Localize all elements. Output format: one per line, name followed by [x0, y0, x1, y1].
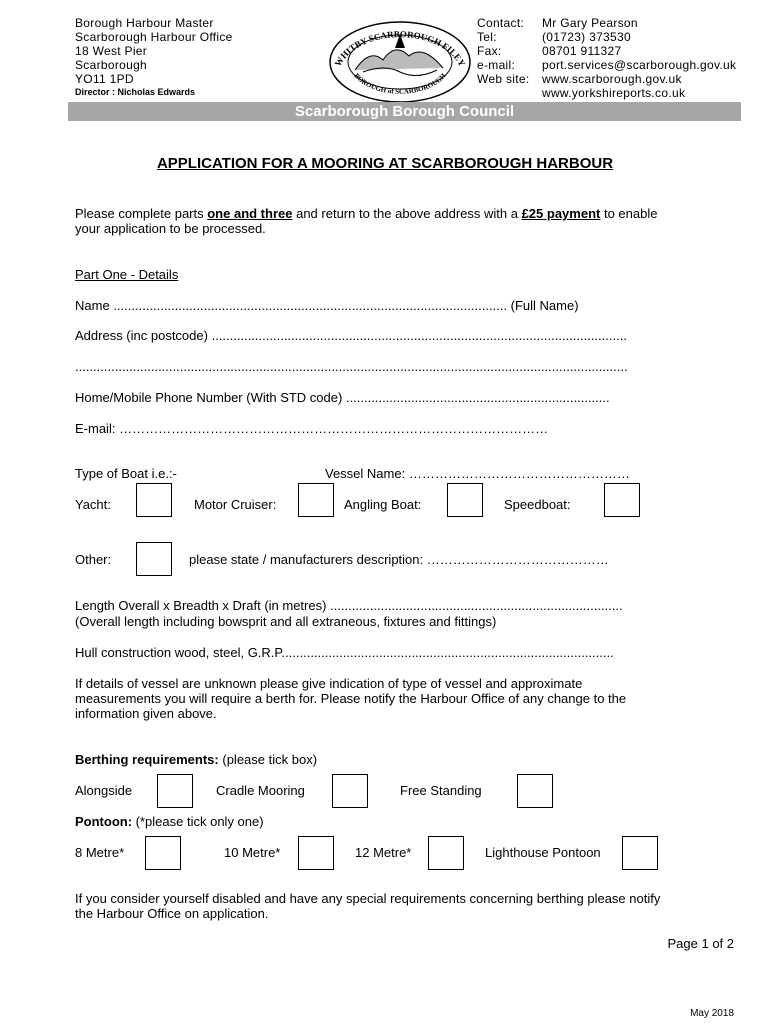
checkbox-pontoon-lighthouse[interactable]	[622, 836, 658, 870]
contact-label: Contact:	[477, 16, 525, 30]
berthing-heading: Berthing requirements:	[75, 752, 219, 767]
intro-text: and return to the above address with a	[292, 206, 522, 221]
vessel-name-label: Vessel Name:	[325, 466, 406, 481]
unknown-details-paragraph	[75, 676, 745, 721]
name-label: Name	[75, 298, 110, 313]
part-one-heading: Part One - Details	[75, 267, 179, 282]
hull-row	[75, 645, 614, 660]
disabled-paragraph	[75, 891, 745, 921]
document-title: APPLICATION FOR A MOORING AT SCARBOROUGH HARBOUR	[156, 155, 614, 172]
option-label-speedboat: Speedboat:	[504, 497, 571, 512]
berthing-label-alongside: Alongside	[75, 783, 133, 798]
option-label-motor-cruiser: Motor Cruiser:	[194, 497, 277, 512]
address-line: 18 West Pier	[75, 44, 148, 58]
checkbox-yacht[interactable]	[136, 483, 172, 517]
logo-text-top: WHITBY SCARBOROUGH FILEY	[332, 29, 468, 69]
option-label-yacht: Yacht:	[75, 497, 111, 512]
paragraph-line: measurements you will require a berth for. Please notify the Harbour Office of any change to the	[75, 691, 627, 706]
paragraph-line: information given above.	[75, 706, 217, 721]
phone-field[interactable]: .........................................................................	[345, 390, 610, 405]
pontoon-label-lighthouse: Lighthouse Pontoon	[485, 845, 601, 860]
checkbox-free-standing[interactable]	[517, 774, 553, 808]
paragraph-line: If you consider yourself disabled and have any special requirements concerning berthing please notify	[75, 891, 661, 906]
dimensions-label: Length Overall x Breadth x Draft (in metres)	[75, 598, 327, 613]
council-logo	[325, 12, 475, 102]
contact-website-2[interactable]: www.yorkshireports.co.uk	[542, 86, 686, 100]
phone-label: Home/Mobile Phone Number (With STD code)	[75, 390, 343, 405]
address-row	[75, 328, 627, 343]
checkbox-speedboat[interactable]	[604, 483, 640, 517]
other-description-label: please state / manufacturers description:	[189, 552, 424, 567]
intro-emphasis-parts: one and three	[207, 206, 293, 221]
checkbox-other[interactable]	[136, 542, 172, 576]
page-number: Page 1 of 2	[667, 936, 734, 951]
pontoon-label-12m: 12 Metre*	[355, 845, 412, 860]
intro-text: to enable	[600, 206, 658, 221]
berthing-label-free-standing: Free Standing	[400, 783, 482, 798]
berthing-label-cradle-mooring: Cradle Mooring	[216, 783, 305, 798]
sender-address	[75, 16, 233, 86]
address-field[interactable]: ...................................................................................................................	[211, 328, 627, 343]
dimensions-row	[75, 598, 623, 613]
revision-date: May 2018	[690, 1008, 734, 1019]
berthing-heading-row	[75, 752, 317, 767]
contact-label: e-mail:	[477, 58, 516, 72]
vessel-name-row	[325, 466, 630, 481]
berthing-note: (please tick box)	[222, 752, 318, 767]
email-label: E-mail:	[75, 421, 116, 436]
contact-person: Mr Gary Pearson	[542, 16, 638, 30]
pontoon-note: (*please tick only one)	[135, 814, 264, 829]
option-label-other: Other:	[75, 552, 112, 567]
hull-field[interactable]: ............................................................................................	[281, 645, 614, 660]
contact-values	[542, 16, 736, 100]
intro-text: Please complete parts	[75, 206, 208, 221]
pontoon-label-8m: 8 Metre*	[75, 845, 125, 860]
contact-labels	[477, 16, 530, 86]
council-banner: Scarborough Borough Council	[68, 102, 741, 121]
pontoon-heading: Pontoon:	[75, 814, 133, 829]
svg-text:BOROUGH of SCARBOROUGH	[353, 71, 448, 95]
email-row	[75, 421, 548, 436]
checkbox-pontoon-10m[interactable]	[298, 836, 334, 870]
option-label-angling-boat: Angling Boat:	[344, 497, 422, 512]
intro-emphasis-payment: £25 payment	[521, 206, 601, 221]
dimensions-field[interactable]: .................................................................................	[330, 598, 623, 613]
director-line: Director : Nicholas Edwards	[75, 87, 196, 97]
boat-type-label: Type of Boat i.e.:-	[75, 466, 177, 481]
dimensions-note: (Overall length including bowsprit and all extraneous, fixtures and fittings)	[75, 614, 497, 629]
address-line: Borough Harbour Master	[75, 16, 214, 30]
vessel-name-field[interactable]: ……………………………………………	[408, 466, 630, 481]
intro-text: your application to be processed.	[75, 221, 266, 236]
intro-paragraph	[75, 206, 745, 236]
pontoon-label-10m: 10 Metre*	[224, 845, 281, 860]
contact-label: Tel:	[477, 30, 497, 44]
phone-row	[75, 390, 610, 405]
checkbox-pontoon-8m[interactable]	[145, 836, 181, 870]
hull-label: Hull construction wood, steel, G.R.P	[75, 645, 282, 660]
contact-tel: (01723) 373530	[542, 30, 631, 44]
address-line: Scarborough Harbour Office	[75, 30, 233, 44]
logo-text-bottom: BOROUGH of SCARBOROUGH	[352, 71, 448, 96]
email-field[interactable]: ………………………………………………………………………………………	[119, 421, 549, 436]
checkbox-alongside[interactable]	[157, 774, 193, 808]
name-row	[75, 298, 579, 313]
checkbox-cradle-mooring[interactable]	[332, 774, 368, 808]
paragraph-line: If details of vessel are unknown please give indication of type of vessel and approximate	[75, 676, 583, 691]
contact-email[interactable]: port.services@scarborough.gov.uk	[542, 58, 737, 72]
checkbox-motor-cruiser[interactable]	[298, 483, 334, 517]
contact-label: Fax:	[477, 44, 502, 58]
address-field-line-2[interactable]: .........................................................................................................................................................	[75, 359, 628, 374]
checkbox-angling-boat[interactable]	[447, 483, 483, 517]
name-suffix: (Full Name)	[510, 298, 579, 313]
address-line: Scarborough	[75, 58, 148, 72]
contact-label: Web site:	[477, 72, 530, 86]
contact-website[interactable]: www.scarborough.gov.uk	[542, 72, 682, 86]
address-label: Address (inc postcode)	[75, 328, 208, 343]
checkbox-pontoon-12m[interactable]	[428, 836, 464, 870]
name-field[interactable]: .............................................................................................................	[113, 298, 511, 313]
pontoon-heading-row	[75, 814, 264, 829]
other-description-row	[189, 552, 609, 567]
contact-fax: 08701 911327	[542, 44, 622, 58]
paragraph-line: the Harbour Office on application.	[75, 906, 269, 921]
address-line: YO11 1PD	[75, 72, 134, 86]
other-description-field[interactable]: ……………………………………	[426, 552, 609, 567]
